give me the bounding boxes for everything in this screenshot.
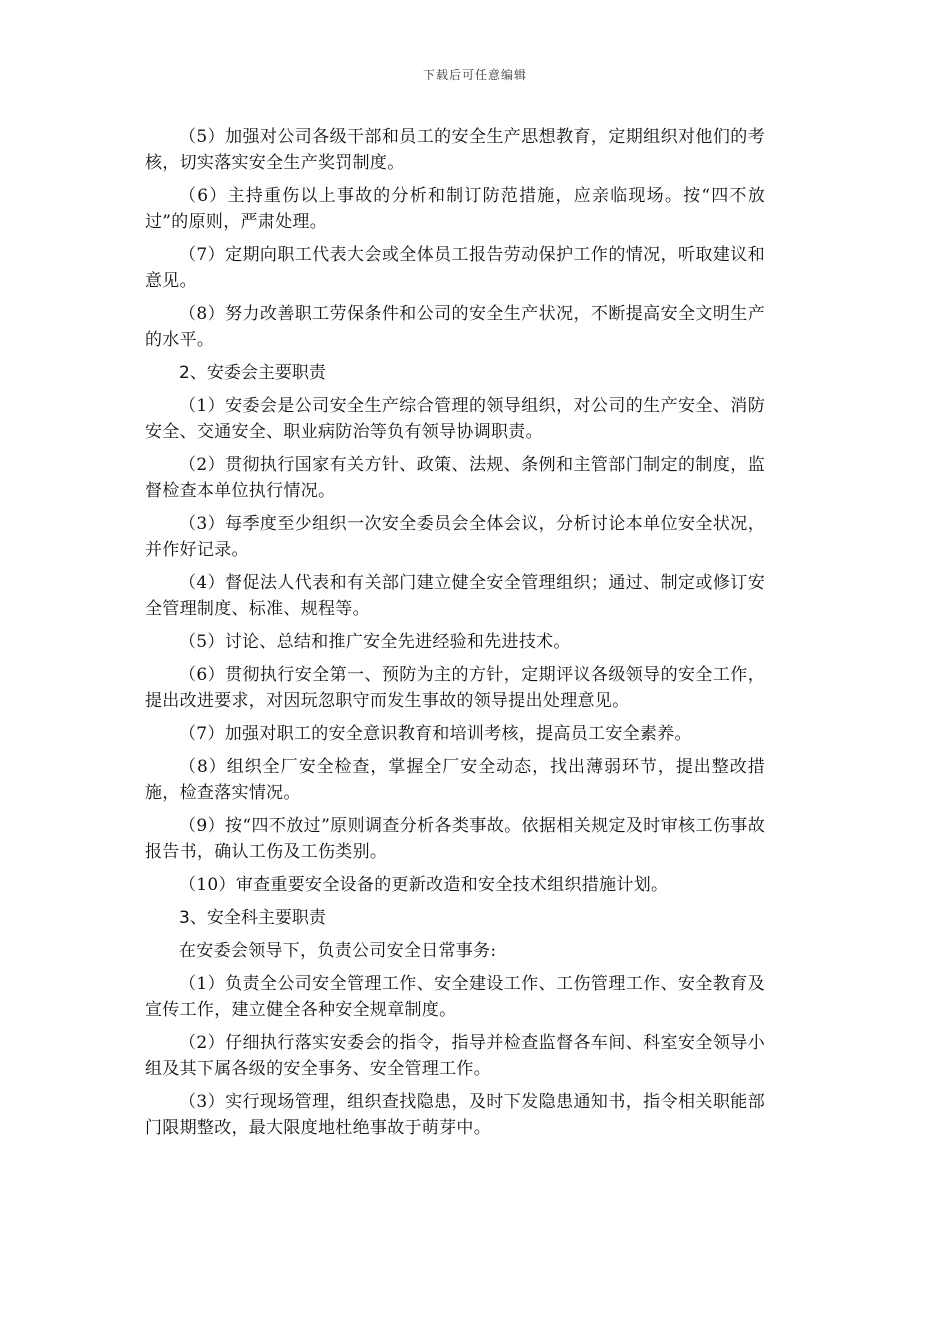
paragraph: （2）仔细执行落实安委会的指令，指导并检查监督各车间、科室安全领导小组及其下属各级的安全事务、安全管理工作。 xyxy=(145,1033,765,1079)
paragraph: （2）贯彻执行国家有关方针、政策、法规、条例和主管部门制定的制度，监督检查本单位执行情况。 xyxy=(145,455,765,501)
paragraph: （6）主持重伤以上事故的分析和制订防范措施，应亲临现场。按“四不放过”的原则，严肃处理。 xyxy=(145,186,765,232)
paragraph: （10）审查重要安全设备的更新改造和安全技术组织措施计划。 xyxy=(179,875,669,895)
paragraph: （9）按“四不放过”原则调查分析各类事故。依据相关规定及时审核工伤事故报告书，确认工伤及工伤类别。 xyxy=(145,816,765,862)
paragraph: （4）督促法人代表和有关部门建立健全安全管理组织；通过、制定或修订安全管理制度、标准、规程等。 xyxy=(145,573,765,619)
paragraph: （3）实行现场管理，组织查找隐患，及时下发隐患通知书，指令相关职能部门限期整改，最大限度地杜绝事故于萌芽中。 xyxy=(145,1092,765,1138)
section-heading: 2、安委会主要职责 xyxy=(179,363,326,383)
paragraph: （6）贯彻执行安全第一、预防为主的方针，定期评议各级领导的安全工作，提出改进要求，对因玩忽职守而发生事故的领导提出处理意见。 xyxy=(145,665,765,711)
paragraph: （8）努力改善职工劳保条件和公司的安全生产状况，不断提高安全文明生产的水平。 xyxy=(145,304,765,350)
section-heading: 3、安全科主要职责 xyxy=(179,908,326,928)
paragraph: （5）讨论、总结和推广安全先进经验和先进技术。 xyxy=(179,632,571,652)
paragraph: （3）每季度至少组织一次安全委员会全体会议，分析讨论本单位安全状况，并作好记录。 xyxy=(145,514,765,560)
paragraph: （8）组织全厂安全检查，掌握全厂安全动态，找出薄弱环节，提出整改措施，检查落实情况。 xyxy=(145,757,765,803)
paragraph: （1）安委会是公司安全生产综合管理的领导组织，对公司的生产安全、消防安全、交通安全、职业病防治等负有领导协调职责。 xyxy=(145,396,765,442)
paragraph: （1）负责全公司安全管理工作、安全建设工作、工伤管理工作、安全教育及宣传工作，建立健全各种安全规章制度。 xyxy=(145,974,765,1020)
paragraph: 在安委会领导下，负责公司安全日常事务: xyxy=(179,941,497,961)
paragraph: （5）加强对公司各级干部和员工的安全生产思想教育，定期组织对他们的考核，切实落实安全生产奖罚制度。 xyxy=(145,127,765,173)
paragraph: （7）定期向职工代表大会或全体员工报告劳动保护工作的情况，听取建议和意见。 xyxy=(145,245,765,291)
document-body xyxy=(145,124,765,1148)
header-note: 下载后可任意编辑 xyxy=(422,68,527,82)
paragraph: （7）加强对职工的安全意识教育和培训考核，提高员工安全素养。 xyxy=(179,724,692,744)
